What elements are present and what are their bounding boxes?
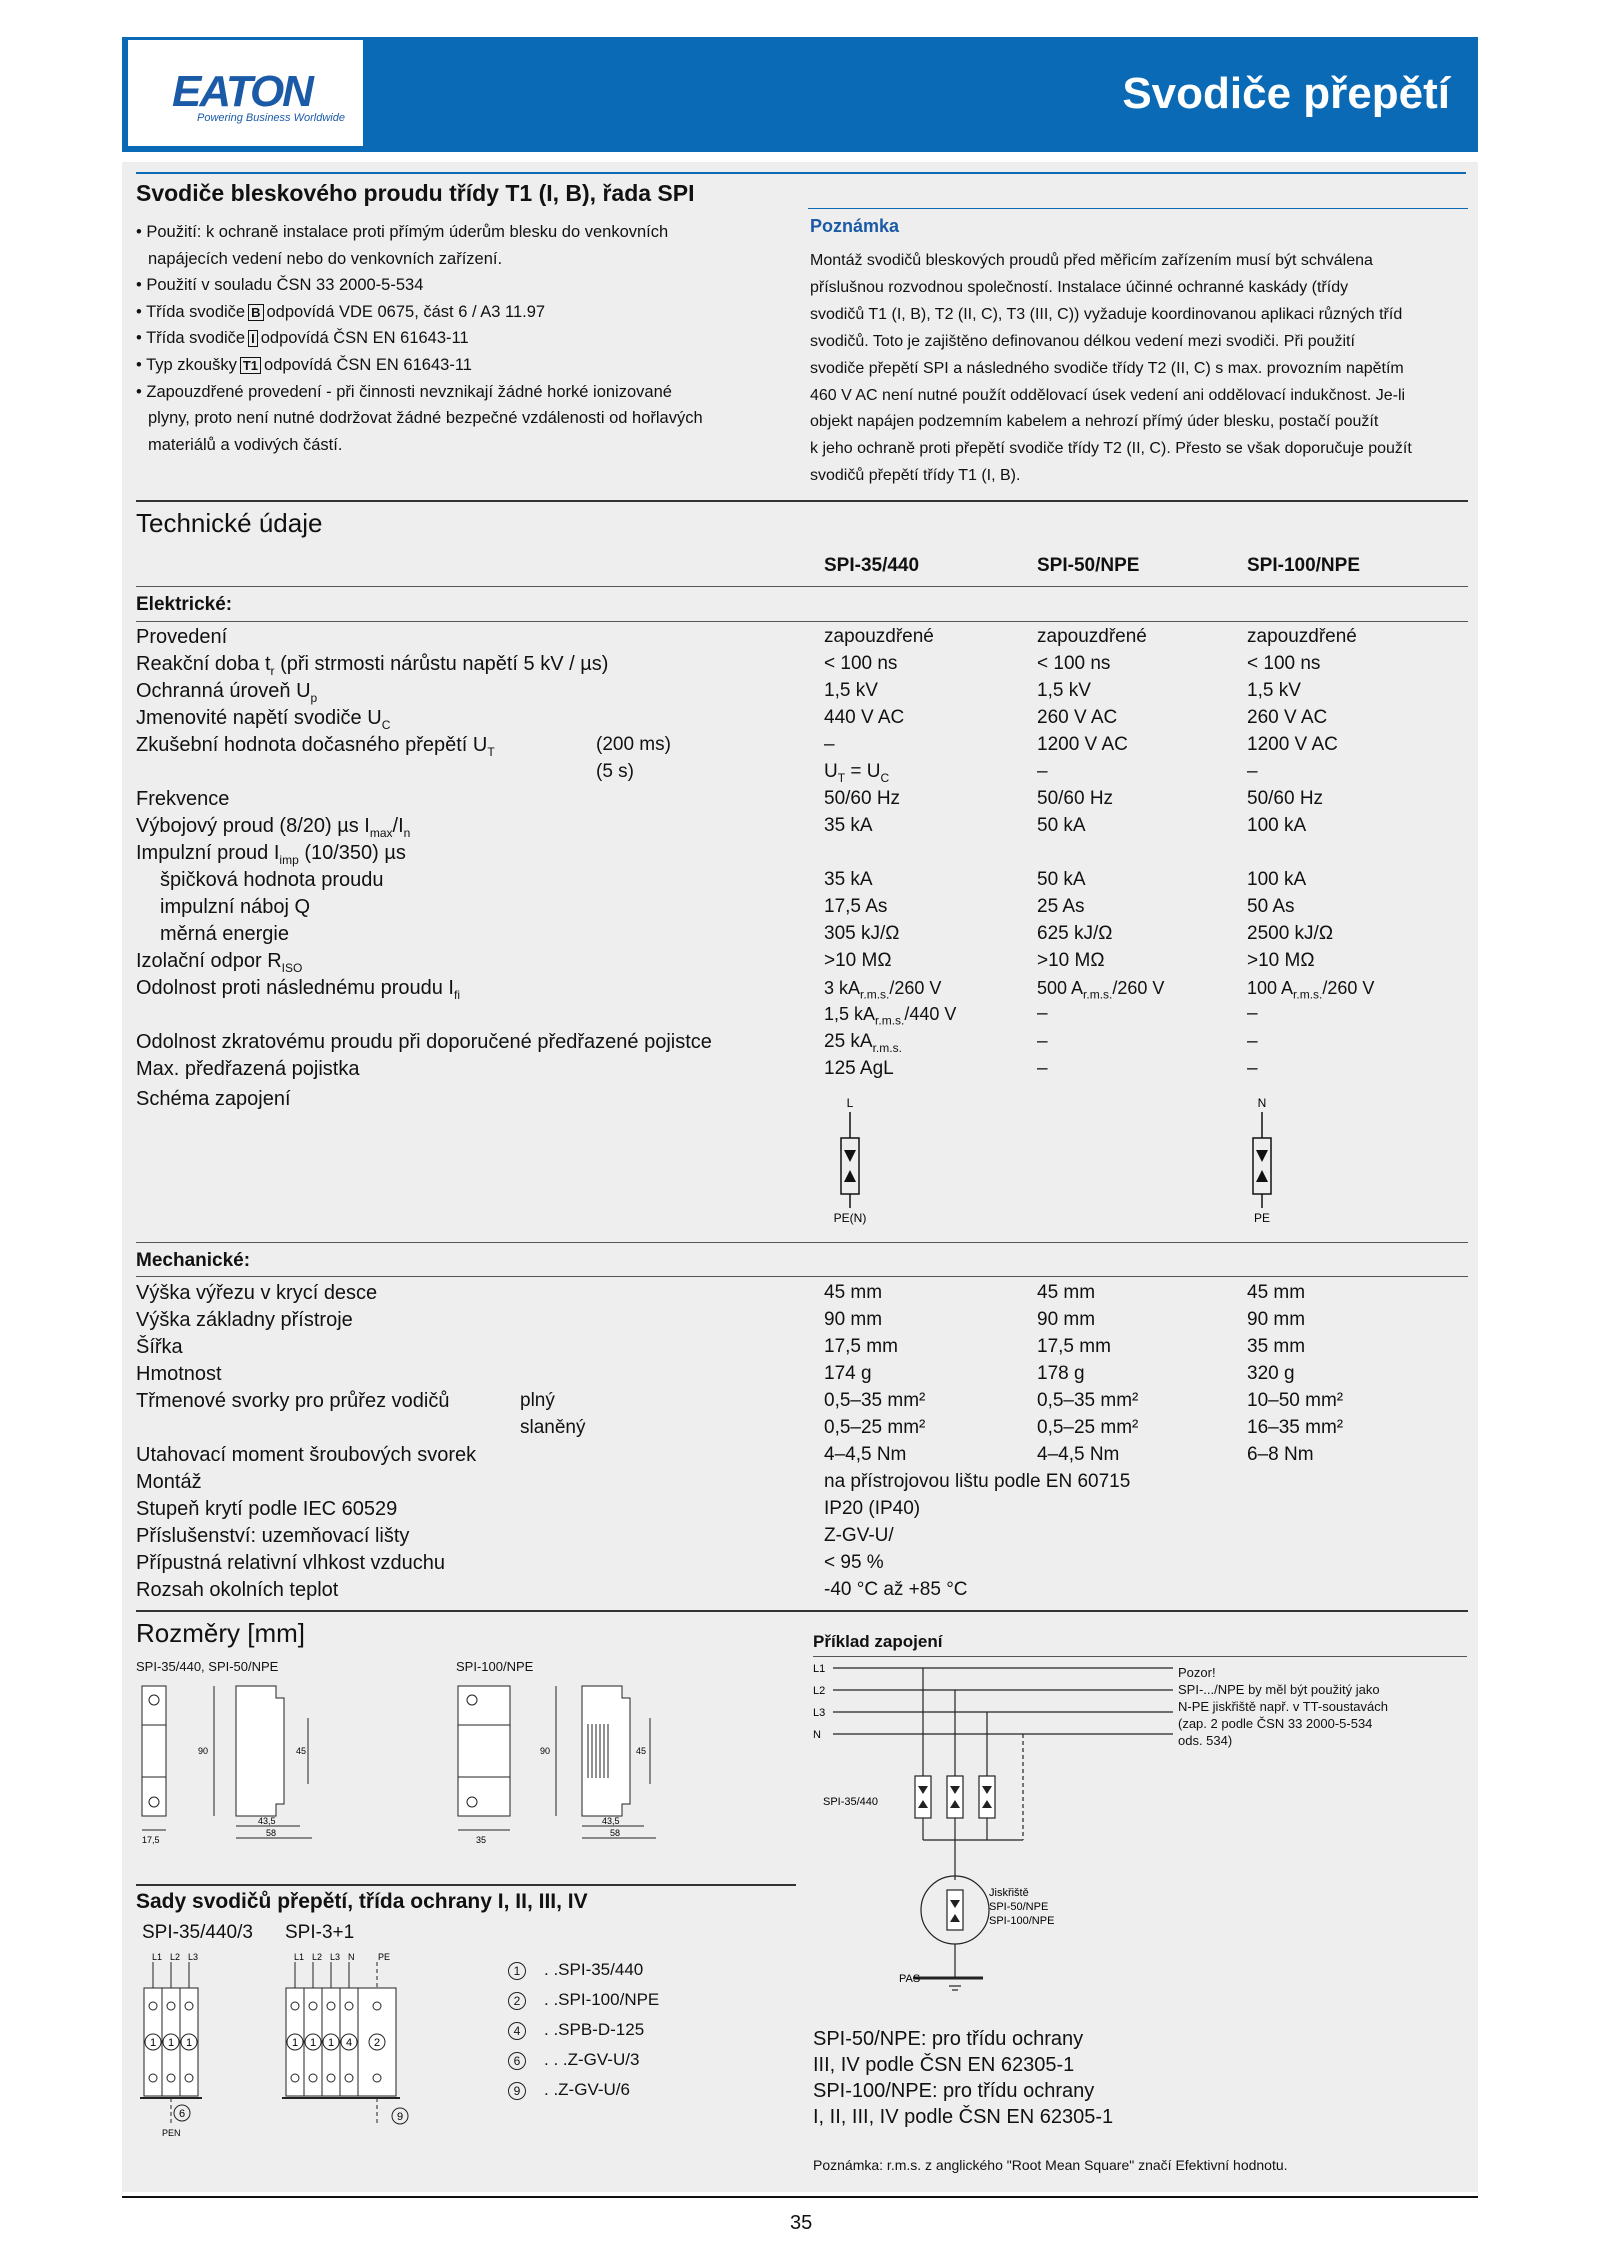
cell: 45 mm (1037, 1282, 1096, 1303)
row-vyrez-label: Výška výřezu v krycí desce (136, 1282, 378, 1304)
cell: 45 mm (824, 1282, 883, 1303)
cell: 178 g (1037, 1363, 1085, 1384)
note-rule (808, 208, 1468, 209)
set-line-label: L2 (170, 1952, 181, 1962)
row-hmotnost-label: Hmotnost (136, 1363, 222, 1385)
cell: IP20 (IP40) (824, 1498, 921, 1519)
note-line: svodiče přepětí SPI a následného svodiče třídy T2 (II, C) s max. provozním napětím (810, 359, 1404, 377)
bullet-line: • Třída svodiče I odpovídá ČSN EN 61643-11 (136, 329, 469, 348)
cell: 0,5–25 mm² (824, 1417, 926, 1438)
bullet-line: plyny, proto není nutné dodržovat žádné bezpečné vzdálenosti od hořlavých (148, 409, 703, 428)
row-naboj-label: impulzní náboj Q (160, 896, 311, 918)
page-title: Svodiče přepětí (1122, 69, 1450, 118)
row-provedeni-label: Provedení (136, 626, 228, 648)
gap-label: SPI-50/NPE (989, 1901, 1049, 1913)
cell: – (1037, 1003, 1048, 1024)
svg-text:1: 1 (309, 2037, 317, 2049)
dim-label: 35 (476, 1835, 487, 1845)
cell: – (824, 734, 835, 755)
schema-top-label: N (1257, 1096, 1267, 1110)
sets-drawing (136, 1948, 436, 2148)
dims-heading: Rozměry [mm] (136, 1618, 305, 1648)
col-head-spi-50-npe: SPI-50/NPE (1037, 555, 1140, 576)
intro-bullets (136, 219, 703, 458)
example-heading: Příklad zapojení (813, 1632, 943, 1651)
cell: – (1037, 1031, 1048, 1052)
svg-text:1: 1 (291, 2037, 299, 2049)
legend-item: 2 . .SPI-100/NPE (508, 1990, 659, 2010)
dim-label: 90 (198, 1746, 209, 1756)
cell: 3 $kA_{r.m.s.}/260$ V (824, 978, 942, 1002)
rms-footnote: Poznámka: r.m.s. z anglického "Root Mean Square" značí Efektivní hodnotu. (813, 2157, 1288, 2173)
cell: 625 kJ/Ω (1037, 923, 1113, 944)
cell: 17,5 As (824, 896, 888, 917)
cell: 35 kA (824, 815, 873, 836)
bus-label: L1 (813, 1663, 826, 1675)
legend-item: 6 . . .Z-GV-U/3 (508, 2050, 639, 2070)
set-line-label: L1 (294, 1952, 305, 1962)
row-reakcni-label: Reakční doba $t_r$ (při strmosti nárůstu napětí 5 kV / µs) (136, 653, 609, 678)
cell: 50 As (1247, 896, 1295, 917)
cell: 260 V AC (1247, 707, 1328, 728)
dim-label: 90 (540, 1746, 551, 1756)
logo-tagline: Powering Business Worldwide (197, 112, 345, 124)
note-line: objekt napájen podzemním kabelem a nehrozí přímý úder blesku, postačí použít (810, 413, 1379, 431)
class-b-badge: B (248, 304, 263, 321)
class-note-line: SPI-50/NPE: pro třídu ochrany (813, 2028, 1084, 2050)
row-zkrat-label: Odolnost zkratovému proudu při doporučené předřazené pojistce (136, 1031, 712, 1053)
cell: 17,5 mm (1037, 1336, 1111, 1357)
cell: 4–4,5 Nm (824, 1444, 907, 1465)
row-spickova-label: špičková hodnota proudu (160, 869, 384, 891)
electrical-label: Elektrické: (136, 594, 233, 615)
svg-text:1: 1 (327, 2037, 335, 2049)
cell: 1200 V AC (1247, 734, 1338, 755)
cell: 50/60 Hz (1037, 788, 1114, 809)
row-prislusenstvi-label: Příslušenství: uzemňovací lišty (136, 1525, 410, 1547)
col-head-spi-100-npe: SPI-100/NPE (1247, 555, 1360, 576)
cell: Z-GV-U/ (824, 1525, 894, 1546)
tech-heading: Technické údaje (136, 508, 323, 538)
cell: 100 $A_{r.m.s.}/260$ V (1247, 978, 1375, 1002)
example-warning (1178, 1664, 1388, 1749)
sets-right-label: SPI-3+1 (285, 1922, 355, 1943)
legend-item: 4 . .SPB-D-125 (508, 2020, 644, 2040)
legend-item: 9 . .Z-GV-U/6 (508, 2080, 630, 2100)
cell: 25 As (1037, 896, 1085, 917)
cell: >10 MΩ (1247, 950, 1315, 971)
class-notes (813, 2026, 1113, 2130)
cell: < 100 ns (1037, 653, 1111, 674)
warning-line: ods. 534) (1178, 1733, 1233, 1748)
warning-line: SPI-.../NPE by měl být použitý jako (1178, 1682, 1380, 1697)
pen-label: PEN (162, 2128, 181, 2138)
bullet-line: • Typ zkoušky T1 odpovídá ČSN EN 61643-11 (136, 355, 472, 374)
set-line-label: L1 (152, 1952, 163, 1962)
cell: 35 kA (824, 869, 873, 890)
dim-label: 58 (610, 1828, 621, 1838)
cell: 90 mm (1037, 1309, 1096, 1330)
footer-rule (122, 2196, 1478, 2198)
svg-text:1: 1 (167, 2037, 175, 2049)
cell: 35 mm (1247, 1336, 1306, 1357)
note-line: svodičů T1 (I, B), T2 (II, C), T3 (III, C)) vyžaduje koordinovanou aplikaci různých tříd (810, 305, 1403, 323)
row-vlhkost-label: Přípustná relativní vlhkost vzduchu (136, 1552, 446, 1574)
schema-spi-35 (820, 1092, 880, 1226)
bullet-line: • Použití v souladu ČSN 33 2000-5-534 (136, 276, 424, 295)
set-line-label: L3 (330, 1952, 341, 1962)
svg-text:1: 1 (185, 2037, 193, 2049)
bus-label: L3 (813, 1707, 826, 1719)
schema-bottom-label: PE(N) (833, 1211, 867, 1225)
row-energie-label: měrná energie (160, 923, 289, 945)
dim-label: 45 (296, 1746, 307, 1756)
cell: 125 AgL (824, 1058, 894, 1079)
electrical-rule (136, 621, 1468, 622)
cell: < 100 ns (824, 653, 898, 674)
cell: 90 mm (824, 1309, 883, 1330)
set-line-label: PE (378, 1952, 391, 1962)
cell: – (1247, 1003, 1258, 1024)
row-svorky-label: Třmenové svorky pro průřez vodičů (136, 1390, 450, 1412)
cell: na přístrojovou lištu podle EN 60715 (824, 1471, 1131, 1492)
dimension-drawing (136, 1680, 796, 1860)
dim-label: 58 (266, 1828, 277, 1838)
gap-label: SPI-100/NPE (989, 1915, 1055, 1927)
cell: – (1247, 1058, 1258, 1079)
dims-rule (136, 1610, 1468, 1612)
row-vybojovy-label: Výbojový proud (8/20) µs $I_{max}/I_n$ (136, 815, 411, 840)
warning-line: Pozor! (1178, 1665, 1216, 1680)
mechanical-label: Mechanické: (136, 1250, 251, 1271)
set-line-label: N (348, 1952, 355, 1962)
bullet-line: napájecích vedení nebo do venkovních zařízení. (148, 249, 503, 268)
cell: 50/60 Hz (1247, 788, 1324, 809)
class-i-badge: I (248, 330, 258, 347)
bullet-line: • Třída svodiče B odpovídá VDE 0675, část 6 / A3 11.97 (136, 302, 546, 321)
device-label: SPI-35/440 (823, 1796, 879, 1808)
row-teploty-label: Rozsah okolních teplot (136, 1579, 339, 1601)
warning-line: (zap. 2 podle ČSN 33 2000-5-534 (1178, 1716, 1373, 1731)
cell: 100 kA (1247, 869, 1307, 890)
sets-heading: Sady svodičů přepětí, třída ochrany I, II, III, IV (136, 1890, 588, 1913)
cell: 1,5 kV (824, 680, 878, 701)
dims-right-caption: SPI-100/NPE (456, 1659, 534, 1674)
set-line-label: L3 (188, 1952, 199, 1962)
cell: 174 g (824, 1363, 872, 1384)
bullet-line: materiálů a vodivých částí. (148, 435, 343, 454)
dim-label: 45 (636, 1746, 647, 1756)
svg-text:2: 2 (373, 2037, 381, 2049)
row-ochranna-label: Ochranná úroveň $U_p$ (136, 680, 318, 705)
set-line-label: L2 (312, 1952, 323, 1962)
svorky-plny: plný (520, 1390, 555, 1411)
row-jmenovite-label: Jmenovité napětí svodiče $U_C$ (136, 707, 391, 732)
row-odolnost-label: Odolnost proti následnému proudu $I_{fi}$ (136, 977, 460, 1002)
svorky-slaneny: slaněný (520, 1417, 586, 1438)
cell: 440 V AC (824, 707, 905, 728)
cell: 2500 kJ/Ω (1247, 923, 1334, 944)
cell: 0,5–35 mm² (824, 1390, 926, 1411)
cell: – (1247, 1031, 1258, 1052)
schema-bottom-label: PE (1253, 1211, 1271, 1225)
cell: 260 V AC (1037, 707, 1118, 728)
page-number: 35 (790, 2212, 813, 2234)
intro-heading: Svodiče bleskového proudu třídy T1 (I, B), řada SPI (136, 180, 695, 206)
row-schema-label: Schéma zapojení (136, 1088, 291, 1110)
cell: zapouzdřené (1247, 626, 1357, 647)
row-moment-label: Utahovací moment šroubových svorek (136, 1444, 477, 1466)
cell: 100 kA (1247, 815, 1307, 836)
dim-label: 43,5 (602, 1816, 620, 1826)
mechanical-rule-top (136, 1242, 1468, 1243)
test-t1-badge: T1 (240, 357, 261, 374)
cell: 0,5–25 mm² (1037, 1417, 1139, 1438)
mechanical-rule (136, 1276, 1468, 1277)
note-line: svodičů. Toto je zajištěno definovanou délkou vedení mezi svodiči. Při použití (810, 332, 1355, 350)
row-frekvence-label: Frekvence (136, 788, 230, 810)
tech-rule (136, 500, 1468, 502)
svg-text:6: 6 (178, 2108, 186, 2120)
cell: -40 °C až +85 °C (824, 1579, 968, 1600)
class-note-line: III, IV podle ČSN EN 62305-1 (813, 2054, 1075, 2076)
cond-200ms: (200 ms) (596, 734, 671, 755)
row-impulzni-label: Impulzní proud $I_{imp}$ (10/350) µs (136, 842, 406, 867)
cell: – (1037, 761, 1048, 782)
cond-5s: (5 s) (596, 761, 634, 782)
row-zakladna-label: Výška základny přístroje (136, 1309, 353, 1331)
legend-item: 1 . .SPI-35/440 (508, 1960, 643, 1980)
cell: < 95 % (824, 1552, 884, 1573)
cell: 4–4,5 Nm (1037, 1444, 1120, 1465)
cell: 16–35 mm² (1247, 1417, 1344, 1438)
cell: – (1037, 1058, 1048, 1079)
cell: zapouzdřené (824, 626, 934, 647)
bus-label: L2 (813, 1685, 826, 1697)
warning-line: N-PE jiskřiště např. v TT-soustavách (1178, 1699, 1388, 1714)
row-montaz-label: Montáž (136, 1471, 202, 1493)
row-pojistka-label: Max. předřazená pojistka (136, 1058, 360, 1080)
note-line: příslušnou rozvodnou společností. Instalace účinné ochranné kaskády (třídy (810, 278, 1349, 296)
row-zkusebni-label: Zkušební hodnota dočasného přepětí $U_T$ (136, 734, 495, 759)
example-rule (813, 1656, 1467, 1657)
gap-label: Jiskřiště (989, 1887, 1029, 1899)
cell: 1,5 kV (1247, 680, 1301, 701)
cell: zapouzdřené (1037, 626, 1147, 647)
class-note-line: SPI-100/NPE: pro třídu ochrany (813, 2080, 1095, 2102)
sets-left-label: SPI-35/440/3 (142, 1922, 253, 1943)
cell: 50/60 Hz (824, 788, 901, 809)
note-line: k jeho ochraně proti přepětí svodiče třídy T2 (II, C). Přesto se však doporučuje použít (810, 440, 1412, 458)
cell: 500 $A_{r.m.s.}/260$ V (1037, 978, 1165, 1002)
col-head-spi-35-440: SPI-35/440 (824, 555, 920, 576)
row-sirka-label: Šířka (136, 1336, 183, 1358)
cell: 320 g (1247, 1363, 1295, 1384)
cell: 6–8 Nm (1247, 1444, 1314, 1465)
svg-text:9: 9 (396, 2111, 404, 2123)
cell: 1,5 kV (1037, 680, 1091, 701)
bullet-line: • Použití: k ochraně instalace proti přímým úderům blesku do venkovních (136, 223, 669, 241)
cell: >10 MΩ (824, 950, 892, 971)
note-line: Montáž svodičů bleskových proudů před měřicím zařízením musí být schválena (810, 252, 1373, 269)
svg-text:4: 4 (345, 2037, 353, 2049)
cell: 17,5 mm (824, 1336, 898, 1357)
row-kryti-label: Stupeň krytí podle IEC 60529 (136, 1498, 398, 1520)
schema-spi-npe (1232, 1092, 1292, 1226)
cell: 0,5–35 mm² (1037, 1390, 1139, 1411)
row-izolacni-label: Izolační odpor $R_{ISO}$ (136, 950, 303, 975)
col-head-rule (136, 586, 1468, 587)
cell: 90 mm (1247, 1309, 1306, 1330)
cell: 1200 V AC (1037, 734, 1128, 755)
cell: 50 kA (1037, 815, 1086, 836)
pas-label: PAS (899, 1973, 921, 1985)
bullet-line: • Zapouzdřené provedení - při činnosti nevznikají žádné horké ionizované (136, 382, 672, 401)
dims-left-caption: SPI-35/440, SPI-50/NPE (136, 1659, 279, 1674)
cell: 1,5 $kA_{r.m.s.}/440$ V (824, 1004, 957, 1028)
schema-top-label: L (846, 1096, 854, 1110)
dim-label: 17,5 (142, 1835, 160, 1845)
class-note-line: I, II, III, IV podle ČSN EN 62305-1 (813, 2106, 1114, 2128)
cell: 45 mm (1247, 1282, 1306, 1303)
cell: 10–50 mm² (1247, 1390, 1344, 1411)
cell: 305 kJ/Ω (824, 923, 900, 944)
eaton-logo: EATON (172, 67, 312, 116)
cell: – (1247, 761, 1258, 782)
svg-text:1: 1 (149, 2037, 157, 2049)
cell: < 100 ns (1247, 653, 1321, 674)
note-title: Poznámka (810, 216, 900, 236)
top-rule (136, 172, 1466, 174)
note-body (810, 248, 1412, 490)
cell: 50 kA (1037, 869, 1086, 890)
cell: 25 $kA_{r.m.s.}$ (824, 1031, 902, 1055)
note-line: 460 V AC není nutné použít oddělovací úsek vedení ani oddělovací indukčnost. Je-li (810, 386, 1406, 404)
sets-rule (136, 1884, 796, 1886)
bus-label: N (813, 1729, 821, 1741)
note-line: svodičů přepětí třídy T1 (I, B). (810, 467, 1021, 485)
example-wiring (813, 1660, 1173, 2000)
cell: >10 MΩ (1037, 950, 1105, 971)
cell: $U_T = U_C$ (824, 761, 890, 785)
dim-label: 43,5 (258, 1816, 276, 1826)
